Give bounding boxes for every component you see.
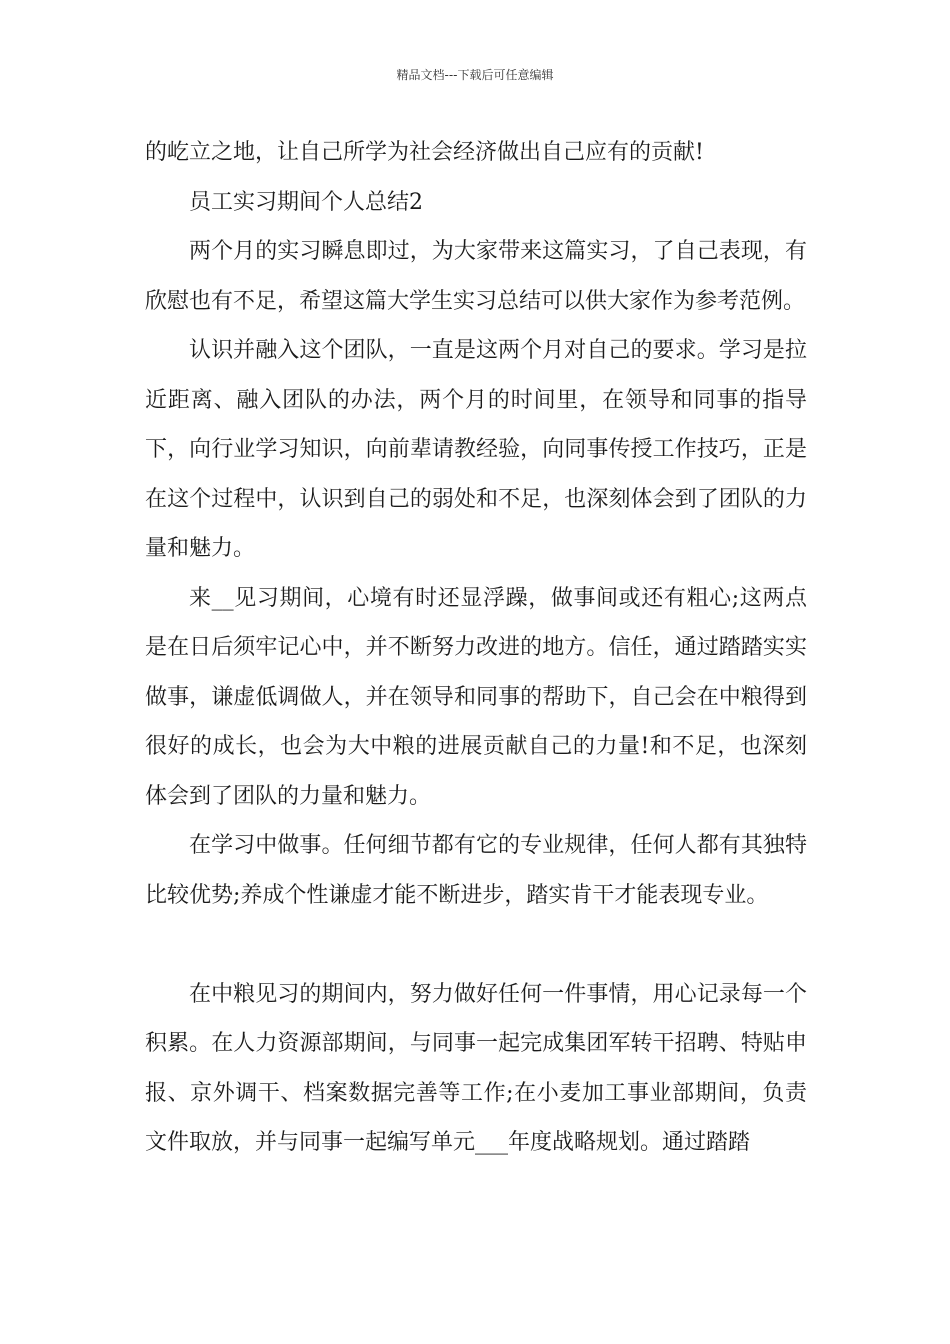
paragraph-work: 在中粮见习的期间内，努力做好任何一件事情，用心记录每一个积累。在人力资源部期间，与同事一起完成集团军转干招聘、特贴申报、京外调干、档案数据完善等工作;在小麦加工事业部期间，负责文件取放，并与同事一起编写单元___年度战略规划。通过踏踏	[145, 981, 807, 1155]
paragraph-intro: 两个月的实习瞬息即过，为大家带来这篇实习，了自己表现，有欣慰也有不足，希望这篇大学生实习总结可以供大家作为参考范例。	[145, 239, 807, 314]
paragraph-spacer	[145, 920, 807, 970]
paragraph-continuation: 的屹立之地，让自己所学为社会经济做出自己应有的贡献!	[145, 140, 704, 165]
paragraph-learning: 在学习中做事。任何细节都有它的专业规律，任何人都有其独特比较优势;养成个性谦虚才能不断进步，踏实肯干才能表现专业。	[145, 833, 807, 908]
paragraph-reflection: 来__见习期间，心境有时还显浮躁，做事间或还有粗心;这两点是在日后须牢记心中，并不断努力改进的地方。信任，通过踏踏实实做事，谦虚低调做人，并在领导和同事的帮助下，自己会在中粮得到很好的成长，也会为大中粮的进展贡献自己的力量!和不足，也深刻体会到了团队的力量和魅力。	[145, 585, 807, 809]
page-header: 精品文档---下载后可任意编辑	[396, 68, 554, 82]
section-heading: 员工实习期间个人总结2	[189, 189, 423, 215]
paragraph-team: 认识并融入这个团队，一直是这两个月对自己的要求。学习是拉近距离、融入团队的办法，两个月的时间里，在领导和同事的指导下，向行业学习知识，向前辈请教经验，向同事传授工作技巧，正是在这个过程中，认识到自己的弱处和不足，也深刻体会到了团队的力量和魅力。	[145, 338, 807, 561]
document-body	[145, 128, 807, 1168]
